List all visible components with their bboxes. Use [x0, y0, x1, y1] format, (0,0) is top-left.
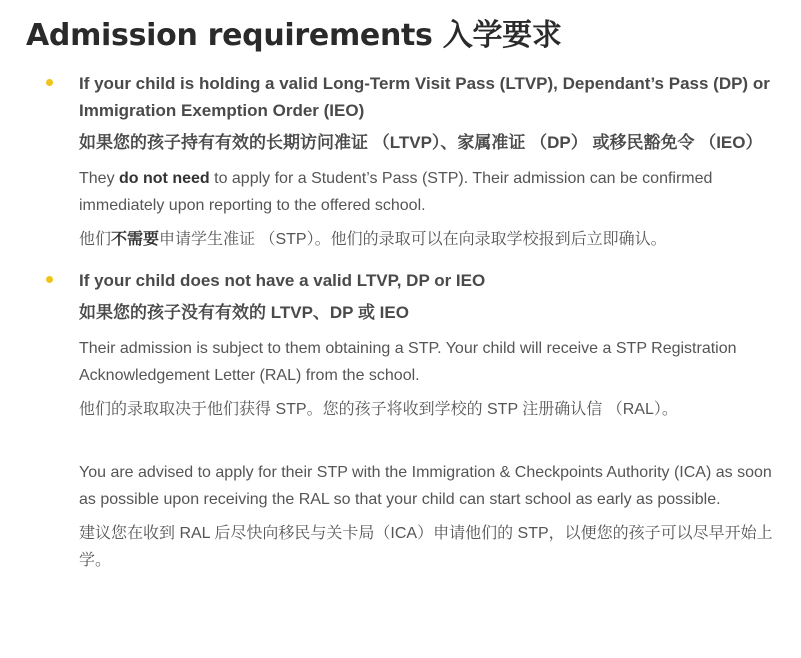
requirements-list — [0, 70, 801, 574]
item-heading-zh: 如果您的孩子持有有效的长期访问准证 （LTVP）、家属准证 （DP） 或移民豁免令 （IEO） — [79, 133, 763, 152]
list-item-without-pass — [0, 267, 801, 574]
item-body-zh — [79, 226, 787, 253]
item-heading-zh: 如果您的孩子没有有效的 LTVP、DP 或 IEO — [79, 303, 409, 322]
body-zh-emphasis: 不需要 — [111, 231, 160, 248]
bullet-icon — [46, 276, 53, 283]
item-heading: If your child does not have a valid LTVP, DP or IEO — [79, 271, 486, 290]
item-body: Their admission is subject to them obtaining a STP. Your child will receive a STP Registration Acknowledgement Letter (RAL) from the school. — [79, 340, 737, 384]
body-zh-start: 他们 — [79, 231, 112, 248]
body-text-start: They — [79, 170, 120, 187]
body-zh-end: 申请学生准证 （STP）。他们的录取可以在向录取学校报到后立即确认。 — [159, 231, 667, 248]
item-advice-zh: 建议您在收到 RAL 后尽快向移民与关卡局（ICA）申请他们的 STP，以便您的孩子可以尽早开始上学。 — [79, 525, 773, 569]
body-text-end: to apply for a Student’s Pass (STP). Their admission can be confirmed immediately upon reporting to the offered school. — [79, 170, 713, 214]
item-heading: If your child is holding a valid Long-Term Visit Pass (LTVP), Dependant’s Pass (DP) or Immigration Exemption Order (IEO) — [79, 74, 770, 120]
page-title: Admission requirements 入学要求 — [26, 18, 562, 53]
item-advice: You are advised to apply for their STP with the Immigration & Checkpoints Authority (ICA) as soon as possible upon receiving the RAL so that your child can start school as early as possible. — [79, 464, 772, 508]
bullet-icon — [46, 79, 53, 86]
item-body — [79, 165, 787, 219]
item-body-zh: 他们的录取取决于他们获得 STP。您的孩子将收到学校的 STP 注册确认信 （RAL）。 — [79, 401, 678, 418]
list-item-with-pass — [0, 70, 801, 253]
body-emphasis: do not need — [119, 170, 210, 187]
